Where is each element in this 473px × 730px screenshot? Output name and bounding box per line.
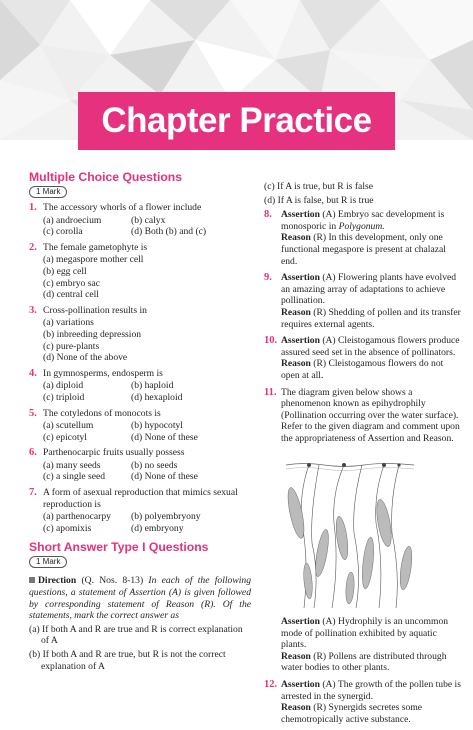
option[interactable]: (c) triploid (43, 391, 85, 403)
option[interactable]: (a) variations (43, 317, 94, 329)
direction-ref: (Q. Nos. 8-13) (81, 575, 144, 587)
option[interactable]: (d) central cell (43, 289, 99, 301)
option[interactable]: (c) pure-plants (43, 340, 100, 352)
option-list (43, 215, 251, 238)
question-text: The female gametophyte is (43, 241, 148, 253)
answer-choice: (a) If both A and R are true and R is correct explanation of A (29, 623, 243, 647)
chapter-title: Chapter Practice (101, 101, 372, 140)
question-11 (264, 387, 464, 445)
question-text: Cross-pollination results in (43, 304, 147, 316)
option[interactable]: (c) corolla (43, 226, 83, 238)
option[interactable]: (c) epicotyl (43, 431, 87, 443)
assertion-text: (A) Hydrophily is an uncommon mode of pollination exhibited by aquatic plants. (281, 616, 449, 651)
left-column (29, 170, 251, 672)
option-list (43, 254, 251, 300)
option[interactable]: (b) haploid (131, 380, 174, 392)
option[interactable]: (a) parthenocarpy (43, 511, 111, 523)
question-text: The accessory whorls of a flower include (43, 202, 202, 213)
assertion-text: (A) Embryo sac development is monosporic in (281, 209, 445, 232)
question-number: 3. (29, 304, 37, 316)
chapter-title-box (78, 92, 395, 150)
option[interactable]: (d) Both (b) and (c) (131, 226, 207, 238)
mcq-question (29, 305, 251, 364)
option[interactable]: (a) androecium (43, 214, 102, 226)
option[interactable]: (b) hypocotyl (131, 420, 183, 432)
question-number: 8. (264, 209, 272, 221)
mcq-question (29, 408, 251, 444)
reason-label: Reason (281, 306, 311, 318)
assertion-label: Assertion (281, 616, 320, 628)
option[interactable]: (d) None of these (131, 431, 198, 443)
option[interactable]: (b) egg cell (43, 265, 87, 277)
option[interactable]: (a) megaspore mother cell (43, 254, 144, 266)
question-number: 10. (264, 335, 278, 347)
assertion-label: Assertion (281, 335, 320, 347)
question-12 (264, 679, 464, 725)
sa-section-title: Short Answer Type I Questions (29, 540, 209, 555)
option[interactable]: (c) embryo sac (43, 277, 101, 289)
question-8 (264, 209, 464, 267)
option[interactable]: (d) hexaploid (131, 391, 183, 403)
question-text: Parthenocarpic fruits usually possess (43, 447, 185, 459)
question-9 (264, 272, 464, 330)
assertion-text: (A) Cleistogamous flowers produce assured seed set in the absence of pollinators. (281, 335, 460, 358)
question-number: 7. (29, 487, 37, 499)
option[interactable]: (b) inbreeding depression (43, 328, 142, 340)
mcq-question (29, 202, 251, 238)
reason-text: (R) Cleistogamous flowers do not open at all. (281, 358, 444, 381)
mcq-question (29, 447, 251, 483)
mark-badge: 1 Mark (29, 556, 67, 568)
question-11-statements (264, 616, 464, 674)
option-list (43, 380, 251, 403)
assertion-text: (A) The growth of the pollen tube is arrested in the synergid. (281, 679, 461, 702)
reason-label: Reason (281, 702, 311, 714)
question-text: In gymnosperms, endosperm is (43, 367, 163, 379)
reason-label: Reason (281, 650, 311, 662)
assertion-label: Assertion (281, 272, 320, 284)
mcq-section-title: Multiple Choice Questions (29, 170, 183, 184)
option[interactable]: (b) polyembryony (131, 511, 201, 523)
assertion-italic: Polygonum. (338, 220, 385, 232)
question-number: 6. (29, 447, 37, 459)
option[interactable]: (d) embryony (131, 522, 184, 534)
question-number: 4. (29, 367, 37, 379)
option[interactable]: (a) many seeds (43, 459, 101, 471)
reason-text: (R) Pollens are distributed through water bodies to other plants. (281, 650, 447, 674)
mcq-question (29, 487, 251, 534)
bullet-square-icon (29, 577, 35, 583)
assertion-label: Assertion (281, 209, 320, 221)
option[interactable]: (b) calyx (131, 214, 166, 226)
question-number: 2. (29, 241, 37, 253)
reason-text: (R) Synergids secretes some chemotropically active substance. (281, 702, 423, 725)
mcq-question (29, 368, 251, 404)
question-number: 5. (29, 407, 37, 419)
option-list (43, 460, 251, 483)
question-text: The cotyledons of monocots is (43, 407, 161, 419)
mcq-question (29, 242, 251, 301)
question-number: 11. (264, 386, 277, 398)
option[interactable]: (d) None of the above (43, 352, 128, 364)
reason-label: Reason (281, 232, 311, 244)
assertion-label: Assertion (281, 679, 320, 691)
mark-badge: 1 Mark (29, 186, 67, 198)
option[interactable]: (a) scutellum (43, 420, 94, 432)
question-number: 12. (264, 679, 278, 691)
question-number: 9. (264, 272, 272, 284)
option-list (43, 420, 251, 443)
option[interactable]: (c) apomixis (43, 522, 92, 534)
option[interactable]: (d) None of these (131, 471, 198, 483)
question-text: A form of asexual reproduction that mimics sexual reproduction is (43, 487, 238, 510)
option-list (43, 317, 251, 363)
direction-label: Direction (38, 575, 77, 587)
reason-text: (R) Shedding of pollen and its transfer requires external agents. (281, 306, 461, 330)
direction-text (29, 575, 251, 621)
answer-choice: (b) If both A and R are true, but R is not the correct explanation of A (29, 649, 226, 672)
reason-text: (R) In this development, only one functional megaspore is present at chalazal end. (281, 232, 446, 267)
question-number: 1. (29, 202, 37, 213)
assertion-text: (A) Flowering plants have evolved an amazing array of adaptations to achieve pollination. (281, 272, 457, 307)
option[interactable]: (a) diploid (43, 380, 84, 392)
question-10 (264, 335, 464, 381)
answer-choice: (d) If A is false, but R is true (264, 194, 374, 206)
option-list (43, 511, 251, 534)
question-text: The diagram given below shows a phenomenon known as epihydrophily (Pollination occurring over the water surface). Refer to the given diagram and comment upon the appropriateness of Assertion and Reason. (281, 386, 460, 444)
reason-label: Reason (281, 358, 311, 370)
answer-choice: (c) If A is true, but R is false (264, 181, 373, 192)
right-column (264, 181, 464, 730)
mcq-list (29, 202, 251, 534)
direction-body: In each of the following questions, a statement of Assertion (A) is given followed by corresponding statement of Reason (R). Of the statements, mark the correct answer as (29, 575, 251, 622)
option[interactable]: (c) a single seed (43, 471, 106, 483)
epihydrophily-diagram (284, 453, 416, 608)
option[interactable]: (b) no seeds (131, 459, 178, 471)
